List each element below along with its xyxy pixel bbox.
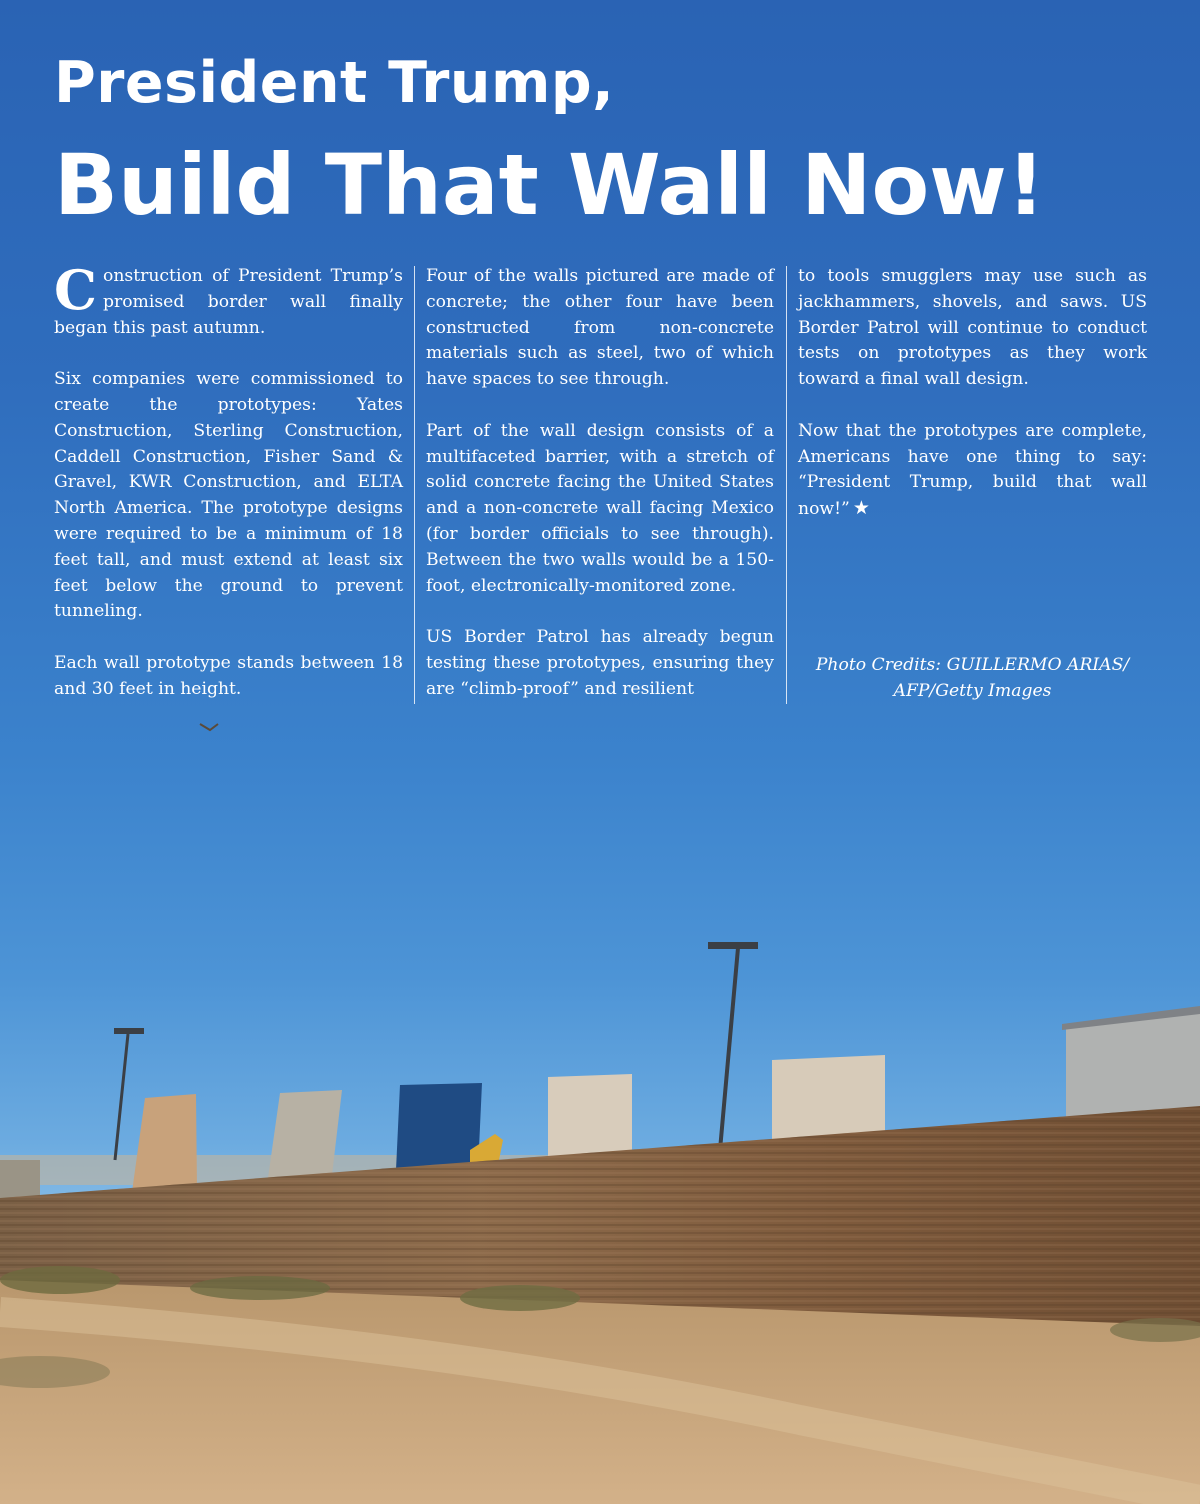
credits-line-2: AFP/Getty Images bbox=[893, 681, 1052, 701]
paragraph-text: onstruction of President Trump’s promised border wall finally began this past autumn. bbox=[54, 266, 403, 338]
paragraph bbox=[54, 258, 403, 341]
article-column-1 bbox=[54, 258, 403, 728]
paragraph: Six companies were commissioned to create the prototypes: Yates Construction, Sterling Construction, Caddell Construction, Fisher Sand & Gravel, KWR Construction, and ELTA North America. The prototype designs were required to be a minimum of 18 feet tall, and must extend at least six feet below the ground to prevent tunneling. bbox=[54, 369, 403, 622]
prototype-wall-2 bbox=[268, 1090, 342, 1178]
article-column-2 bbox=[426, 264, 774, 728]
paragraph: Each wall prototype stands between 18 and 30 feet in height. bbox=[54, 652, 403, 699]
credits-line-1: Photo Credits: GUILLERMO ARIAS/ bbox=[815, 655, 1130, 675]
photo-credits bbox=[798, 652, 1147, 704]
paragraph: US Border Patrol has already begun testing these prototypes, ensuring they are “climb-proof” and resilient bbox=[426, 627, 774, 699]
headline-line-1: President Trump, bbox=[54, 50, 615, 116]
article-column-3 bbox=[798, 264, 1147, 549]
light-pole-center bbox=[708, 942, 758, 1150]
paragraph: Part of the wall design consists of a multifaceted barrier, with a stretch of solid concrete facing the United States and a non-concrete wall facing Mexico (for border officials to see through). Between the two walls would be a 150-foot, electronically-monitored zone. bbox=[426, 420, 774, 596]
paragraph: Four of the walls pictured are made of concrete; the other four have been constructed from non-concrete materials such as steel, two of which have spaces to see through. bbox=[426, 266, 774, 390]
column-divider bbox=[414, 266, 415, 704]
star-icon: ★ bbox=[852, 497, 870, 520]
drop-cap: C bbox=[54, 258, 97, 322]
paragraph bbox=[798, 419, 1147, 523]
paragraph-text: Now that the prototypes are complete, Americans have one thing to say: “President Trump, build that wall now!” bbox=[798, 420, 1147, 520]
prototype-wall-1 bbox=[132, 1094, 197, 1192]
prototype-wall-4 bbox=[548, 1074, 632, 1158]
column-divider bbox=[786, 266, 787, 704]
headline-line-2: Build That Wall Now! bbox=[54, 136, 1046, 234]
paragraph: to tools smugglers may use such as jackhammers, shovels, and saws. US Border Patrol will continue to conduct tests on prototypes as they work toward a final wall design. bbox=[798, 266, 1147, 390]
prototype-wall-3 bbox=[396, 1083, 482, 1170]
